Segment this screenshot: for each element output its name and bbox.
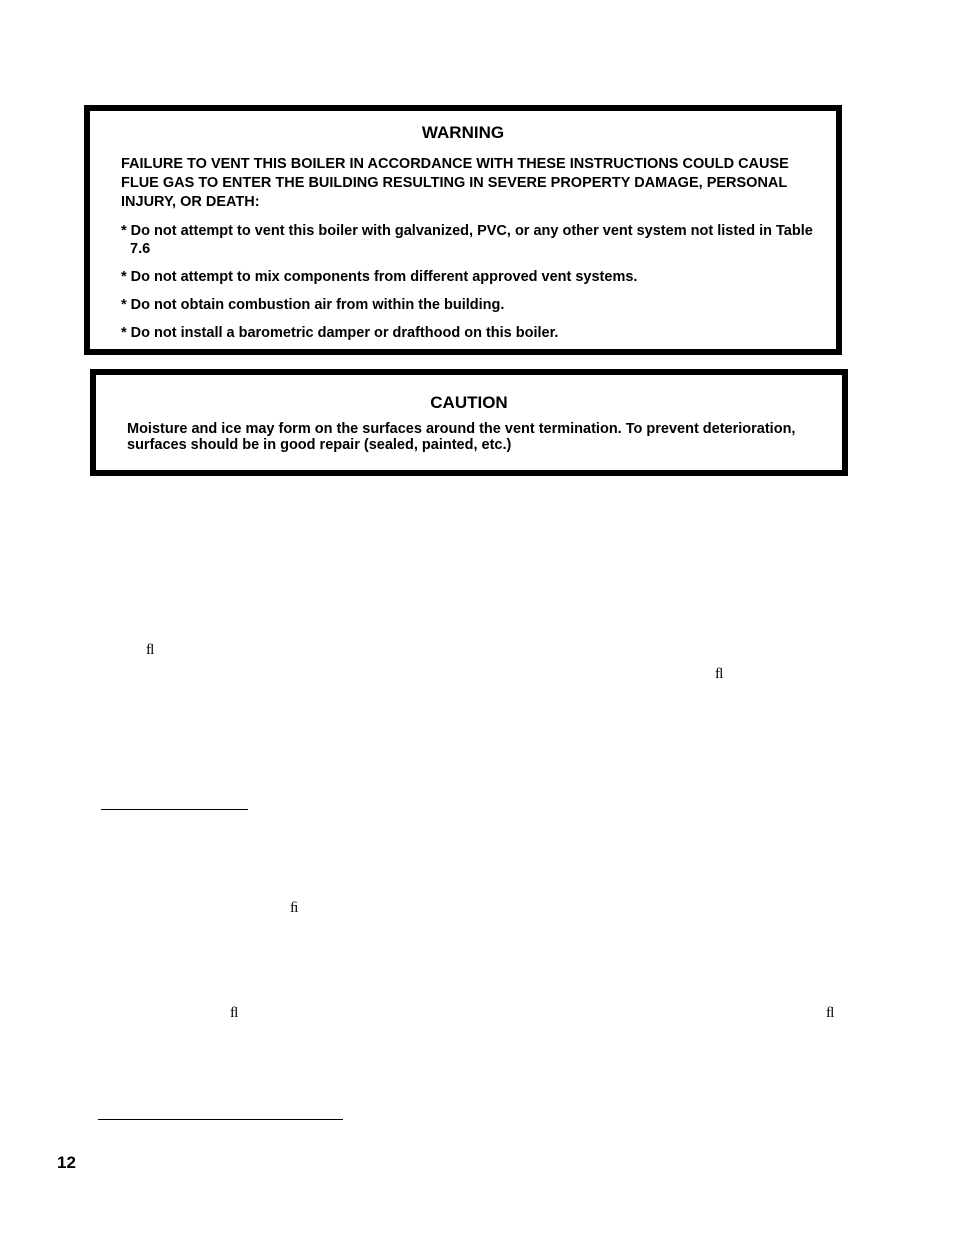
warning-list — [121, 222, 831, 352]
ligature-fragment: ﬁ — [290, 900, 299, 916]
underline-rule — [98, 1119, 343, 1120]
ligature-fragment: ﬂ — [826, 1005, 835, 1021]
warning-item: * Do not attempt to mix components from different approved vent systems. — [121, 269, 638, 285]
warning-title: WARNING — [421, 123, 505, 142]
warning-intro: FAILURE TO VENT THIS BOILER IN ACCORDANCE WITH THESE INSTRUCTIONS COULD CAUSE FLUE GAS TO ENTER THE BUILDING RESULTING IN SEVERE PROPERTY DAMAGE, PERSONAL INJURY, OR DEATH: — [121, 156, 789, 210]
warning-item: * Do not attempt to vent this boiler with galvanized, PVC, or any other vent system not listed in Table 7.6 — [121, 223, 813, 257]
ligature-fragment: ﬂ — [146, 642, 155, 658]
caution-title: CAUTION — [430, 393, 508, 412]
warning-box — [84, 105, 842, 355]
caution-text: Moisture and ice may form on the surfaces around the vent termination. To prevent deterioration, surfaces should be in good repair (sealed, painted, etc.) — [127, 421, 796, 453]
ligature-fragment: ﬂ — [230, 1005, 239, 1021]
page-number: 12 — [57, 1153, 76, 1172]
caution-box — [90, 369, 848, 476]
warning-item: * Do not obtain combustion air from within the building. — [121, 297, 505, 313]
ligature-fragment: ﬂ — [715, 666, 724, 682]
warning-item: * Do not install a barometric damper or drafthood on this boiler. — [121, 325, 559, 341]
underline-rule — [101, 809, 248, 810]
